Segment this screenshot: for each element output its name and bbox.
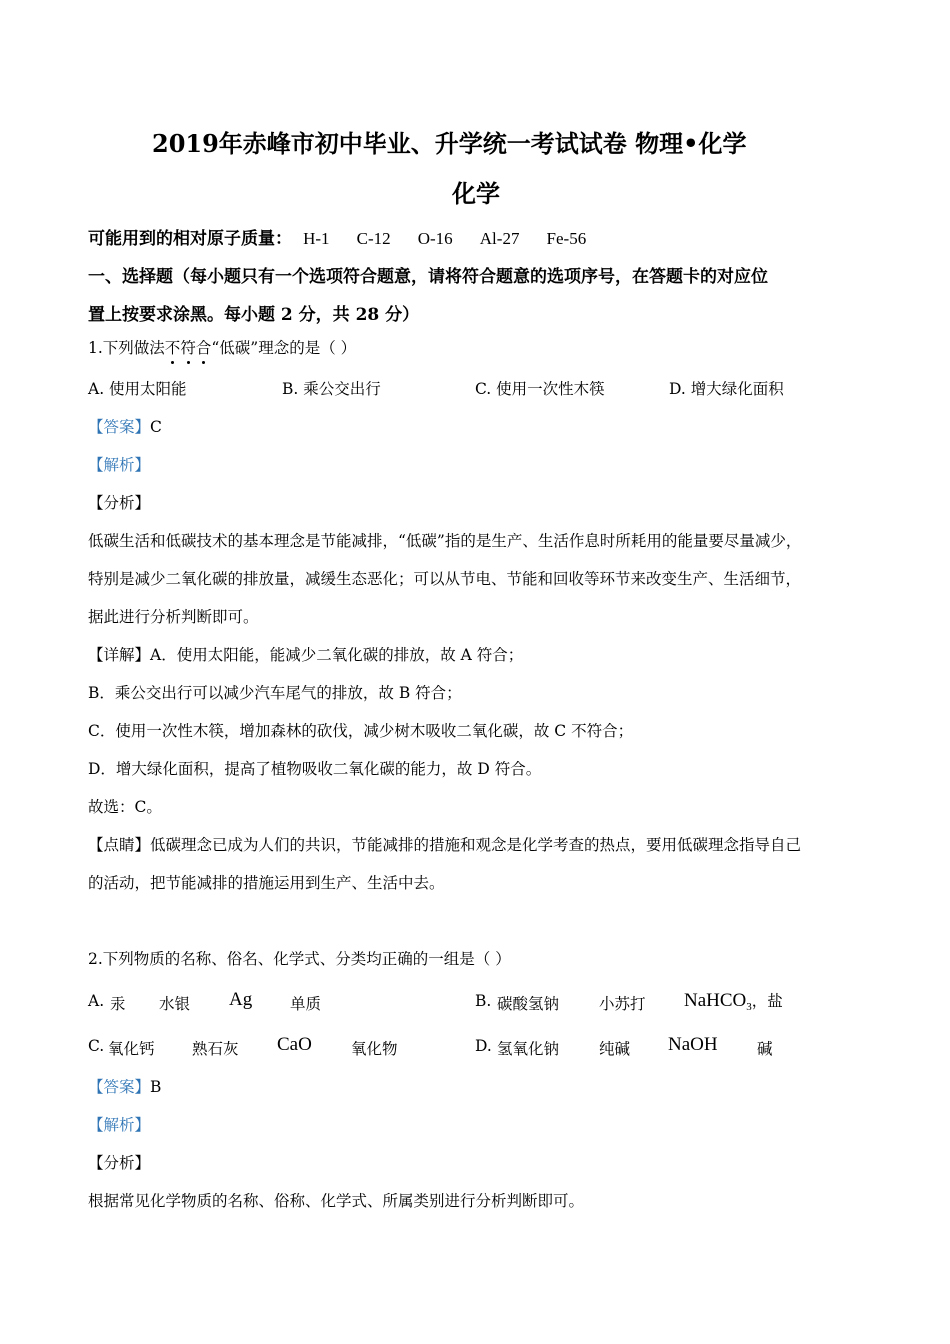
q1-stem-post: “低碳”理念的是（ ） [211,339,357,357]
q2-option-c-formula: CaO [277,1034,312,1055]
q1-detail-line-4: D．增大绿化面积，提高了植物吸收二氧化碳的能力，故 D 符合。 [88,760,542,778]
q1-comment-tag: 【点睛】 [88,836,151,854]
q2-option-c-category: 氧化物 [351,1040,398,1058]
q2-answer-value: B [150,1078,162,1096]
section-heading-line1: 一、选择题（每小题只有一个选项符合题意，请将符合题意的选项序号，在答题卡的对应位 [88,267,768,287]
subject-title: 化学 [452,179,500,208]
q2-analysis-tag: 【解析】 [88,1116,151,1134]
q1-answer-value: C [150,418,162,436]
q2-answer [88,1075,161,1097]
q1-detail-line-2: B．乘公交出行可以减少汽车尾气的排放，故 B 符合； [88,684,462,702]
q2-option-a-category: 单质 [290,995,322,1013]
q1-stem [88,336,356,358]
q1-comment-line-1 [88,833,801,855]
q2-stem: 2.下列物质的名称、俗名、化学式、分类均正确的一组是（ ） [88,950,511,968]
q1-stem-emphasis-2: 符 [180,336,196,358]
q1-option-a: A. 使用太阳能 [88,380,187,398]
q2-option-d-name: 氢氧化钠 [497,1040,560,1058]
q2-option-c-common: 熟石灰 [192,1040,239,1058]
section-heading-line2: 置上按要求涂黑。每小题 2 分，共 28 分） [88,305,420,325]
q1-stem-emphasis-1: 不 [165,336,181,358]
q1-fenxi-line-2: 特别是减少二氧化碳的排放量，减缓生态恶化；可以从节电、节能和回收等环节来改变生产、生活细节， [88,570,802,588]
q2-option-d-formula: NaOH [668,1034,718,1055]
q1-stem-emphasis-3: 合 [196,336,212,358]
q2-fenxi-line: 根据常见化学物质的名称、俗称、化学式、所属类别进行分析判断即可。 [88,1192,585,1210]
q1-conclusion: 故选：C。 [88,798,162,816]
q1-comment-line-2: 的活动，把节能减排的措施运用到生产、生活中去。 [88,874,445,892]
q2-option-a-formula: Ag [229,989,253,1010]
q2-option-b-category: ，盐 [751,992,783,1010]
atomic-mass-line [88,224,586,249]
q1-answer-tag: 【答案】 [88,418,151,436]
q2-option-b-letter: B. [475,992,492,1010]
atomic-mass-fe: Fe-56 [546,229,587,248]
q1-detail-tag: 【详解】 [88,646,151,664]
q2-option-a-letter: A. [88,992,105,1010]
q2-option-b-formula [684,989,783,1013]
exam-title: 2019年赤峰市初中毕业、升学统一考试试卷 物理•化学 [152,129,747,158]
atomic-mass-al: Al-27 [479,229,520,248]
q2-option-c-name: 氧化钙 [108,1040,155,1058]
q1-option-c: C. 使用一次性木筷 [475,380,605,398]
q2-option-d-category: 碱 [757,1040,773,1058]
atomic-mass-c: C-12 [356,229,391,248]
q2-fenxi-tag: 【分析】 [88,1154,151,1172]
q1-answer [88,415,162,437]
q2-option-a-common: 水银 [159,995,191,1013]
q2-option-b-formula-sub: 3 [746,1001,752,1014]
q1-analysis-tag: 【解析】 [88,456,151,474]
q1-fenxi-tag: 【分析】 [88,494,151,512]
q1-fenxi-line-1: 低碳生活和低碳技术的基本理念是节能减排，“低碳”指的是生产、生活作息时所耗用的能量要尽量减少， [88,532,802,550]
q1-fenxi-line-3: 据此进行分析判断即可。 [88,608,259,626]
q2-option-a-name: 汞 [110,995,126,1013]
q1-detail-line-3: C．使用一次性木筷，增加森林的砍伐，减少树木吸收二氧化碳，故 C 不符合； [88,722,634,740]
q1-detail-line-1 [88,643,523,665]
atomic-mass-label: 可能用到的相对原子质量： [88,229,292,249]
q2-option-c-letter: C. [88,1037,105,1055]
q2-option-b-common: 小苏打 [599,995,646,1013]
q1-option-d: D. 增大绿化面积 [669,380,784,398]
q2-option-d-letter: D. [475,1037,492,1055]
atomic-mass-h: H-1 [303,229,330,248]
q1-detail-a: A．使用太阳能，能减少二氧化碳的排放，故 A 符合； [150,646,524,664]
q2-answer-tag: 【答案】 [88,1078,151,1096]
q1-comment-text-1: 低碳理念已成为人们的共识，节能减排的措施和观念是化学考查的热点，要用低碳理念指导自己 [150,836,802,854]
q1-option-b: B. 乘公交出行 [282,380,381,398]
q2-option-d-common: 纯碱 [599,1040,631,1058]
q1-stem-pre: 1.下列做法 [88,339,165,357]
q2-option-b-formula-main: NaHCO [684,990,747,1011]
atomic-mass-o: O-16 [417,229,453,248]
q2-option-b-name: 碳酸氢钠 [497,995,560,1013]
